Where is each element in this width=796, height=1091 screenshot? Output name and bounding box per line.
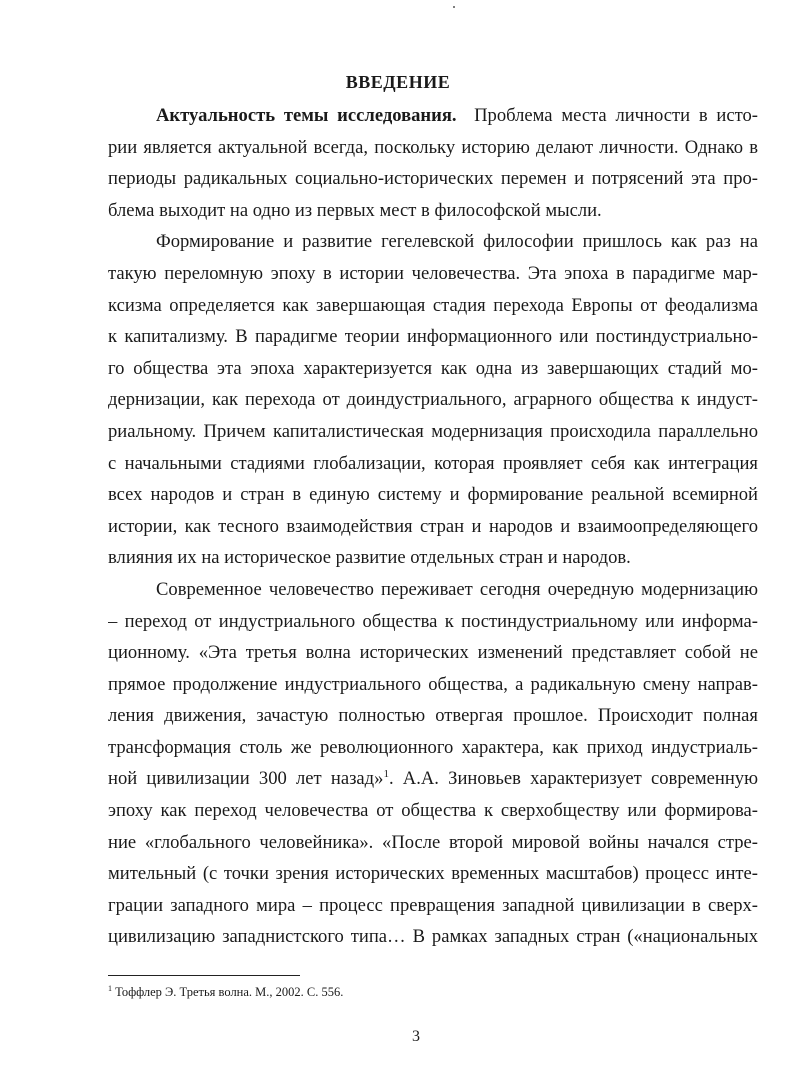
paragraph-line: блема выходит на одно из первых мест в философской мысли.	[108, 199, 602, 221]
paragraph-line: ления движения, зачастую полностью отвергая прошлое. Происходит полная	[108, 705, 758, 727]
paragraph-line: рии является актуальной всегда, поскольку историю делают личности. Однако в	[108, 136, 758, 158]
paragraph-line: периоды радикальных социально-исторических перемен и потрясений эта про-	[108, 168, 758, 190]
body-text	[108, 100, 758, 953]
paragraph-line: ционному. «Эта третья волна исторических изменений представляет собой не	[108, 642, 758, 664]
page-number: 3	[412, 1028, 420, 1045]
paragraph-line-with-footnote: ной цивилизации 300 лет назад»$^1$. А.А. Зиновьев характеризует современную	[108, 768, 758, 790]
paragraph-line: эпоху как переход человечества от общества к сверхобществу или формирова-	[108, 800, 758, 822]
paragraph-line: к капитализму. В парадигме теории информационного или постиндустриально-	[108, 326, 758, 348]
paragraph-line: мительный (с точки зрения исторических временных масштабов) процесс инте-	[108, 863, 758, 885]
page-title: ВВЕДЕНИЕ	[345, 72, 451, 92]
footnote-reference[interactable]: 1	[383, 768, 389, 781]
paragraph-line: влияния их на историческое развитие отдельных стран и народов.	[108, 547, 631, 569]
paragraph-line: с начальными стадиями глобализации, которая проявляет себя как интеграция	[108, 452, 758, 474]
footnote-divider	[108, 975, 300, 976]
paragraph-line: прямое продолжение индустриального общества, а радикальную смену направ-	[108, 673, 758, 695]
paragraph-line: истории, как тесного взаимодействия стран и народов и взаимоопределяющего	[108, 515, 758, 537]
paragraph-line: риальному. Причем капиталистическая модернизация происходила параллельно	[108, 420, 758, 442]
paragraph-line: всех народов и стран в единую систему и формирование реальной всемирной	[108, 484, 758, 506]
footnote-text: Тоффлер Э. Третья волна. М., 2002. С. 556.	[115, 985, 344, 999]
section-label: Актуальность темы исследования.	[156, 105, 457, 126]
paragraph-line: дернизации, как перехода от доиндустриального, аграрного общества к индуст-	[108, 389, 758, 411]
paragraph-line: ксизма определяется как завершающая стадия перехода Европы от феодализма	[108, 294, 758, 316]
paragraph-line: такую переломную эпоху в истории человечества. Эта эпоха в парадигме мар-	[108, 262, 758, 284]
paragraph-line: грации западного мира – процесс превращения западной цивилизации в сверх-	[108, 894, 758, 916]
paragraph-line: Актуальность темы исследования. Проблема места личности в исто-	[156, 105, 758, 126]
paragraph-line: Современное человечество переживает сегодня очередную модернизацию	[156, 578, 758, 600]
footnote	[108, 984, 343, 1000]
paragraph-line: – переход от индустриального общества к постиндустриальному или информа-	[108, 610, 758, 632]
paragraph-line: ние «глобального человейника». «После второй мировой войны начался стре-	[108, 831, 758, 853]
paragraph-line: цивилизацию западнистского типа… В рамках западных стран («национальных	[108, 926, 758, 948]
paragraph-line: трансформация столь же революционного характера, как приход индустриаль-	[108, 736, 758, 758]
footnote-mark: 1	[108, 983, 112, 993]
paragraph-line: Формирование и развитие гегелевской философии пришлось как раз на	[156, 231, 758, 253]
paragraph-line: го общества эта эпоха характеризуется как одна из завершающих стадий мо-	[108, 357, 758, 379]
scan-speck	[453, 6, 455, 8]
